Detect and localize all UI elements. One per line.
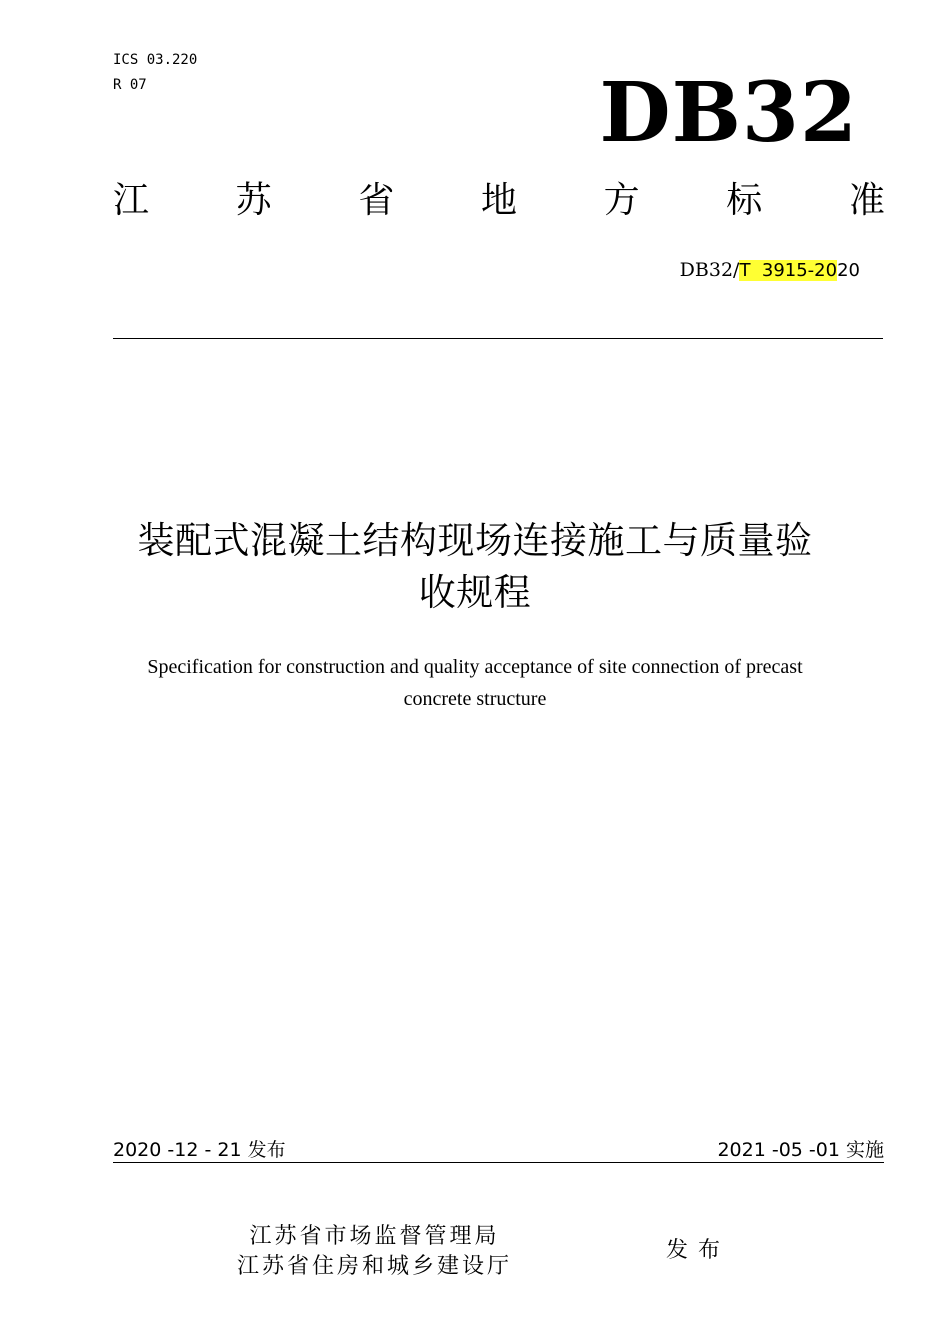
classification-codes bbox=[113, 48, 197, 98]
footer-divider bbox=[113, 1162, 884, 1163]
standard-type-char: 省 bbox=[358, 180, 395, 221]
ccs-code: R 07 bbox=[113, 77, 147, 93]
issuer-housing-construction: 江苏省住房和城乡建设厅 bbox=[236, 1254, 512, 1279]
issuers bbox=[192, 1222, 557, 1282]
title-english-line-2: concrete structure bbox=[403, 688, 547, 710]
title-chinese-line-1: 装配式混凝土结构现场连接施工与质量验 bbox=[137, 519, 813, 562]
standard-number-prefix: DB32/ bbox=[679, 259, 740, 281]
publish-date: 2020 -12 - 21 发布 bbox=[113, 1139, 286, 1161]
standard-number-suffix: 20 bbox=[837, 260, 860, 281]
implement-date: 2021 -05 -01 实施 bbox=[717, 1139, 884, 1161]
dates-row bbox=[113, 1138, 884, 1162]
db32-logo: DB32 bbox=[599, 65, 858, 161]
standard-type bbox=[113, 180, 885, 221]
standard-type-char: 标 bbox=[726, 180, 763, 221]
standard-type-char: 地 bbox=[480, 180, 517, 221]
standard-type-char: 方 bbox=[603, 180, 640, 221]
standard-number-highlight: T 3915-20 bbox=[739, 260, 838, 281]
standard-number bbox=[680, 258, 860, 283]
title-chinese-line-2: 收规程 bbox=[418, 571, 532, 614]
standard-type-char: 准 bbox=[848, 180, 885, 221]
issuer-market-regulation: 江苏省市场监督管理局 bbox=[249, 1224, 500, 1249]
ics-code: ICS 03.220 bbox=[113, 52, 198, 68]
header-divider bbox=[113, 338, 883, 339]
title-english bbox=[60, 651, 890, 715]
standard-type-char: 江 bbox=[113, 180, 150, 221]
title-chinese bbox=[60, 515, 890, 619]
standard-type-char: 苏 bbox=[235, 180, 272, 221]
issue-word: 发布 bbox=[666, 1238, 731, 1263]
title-english-line-1: Specification for construction and quality acceptance of site connection of precast bbox=[147, 656, 803, 678]
